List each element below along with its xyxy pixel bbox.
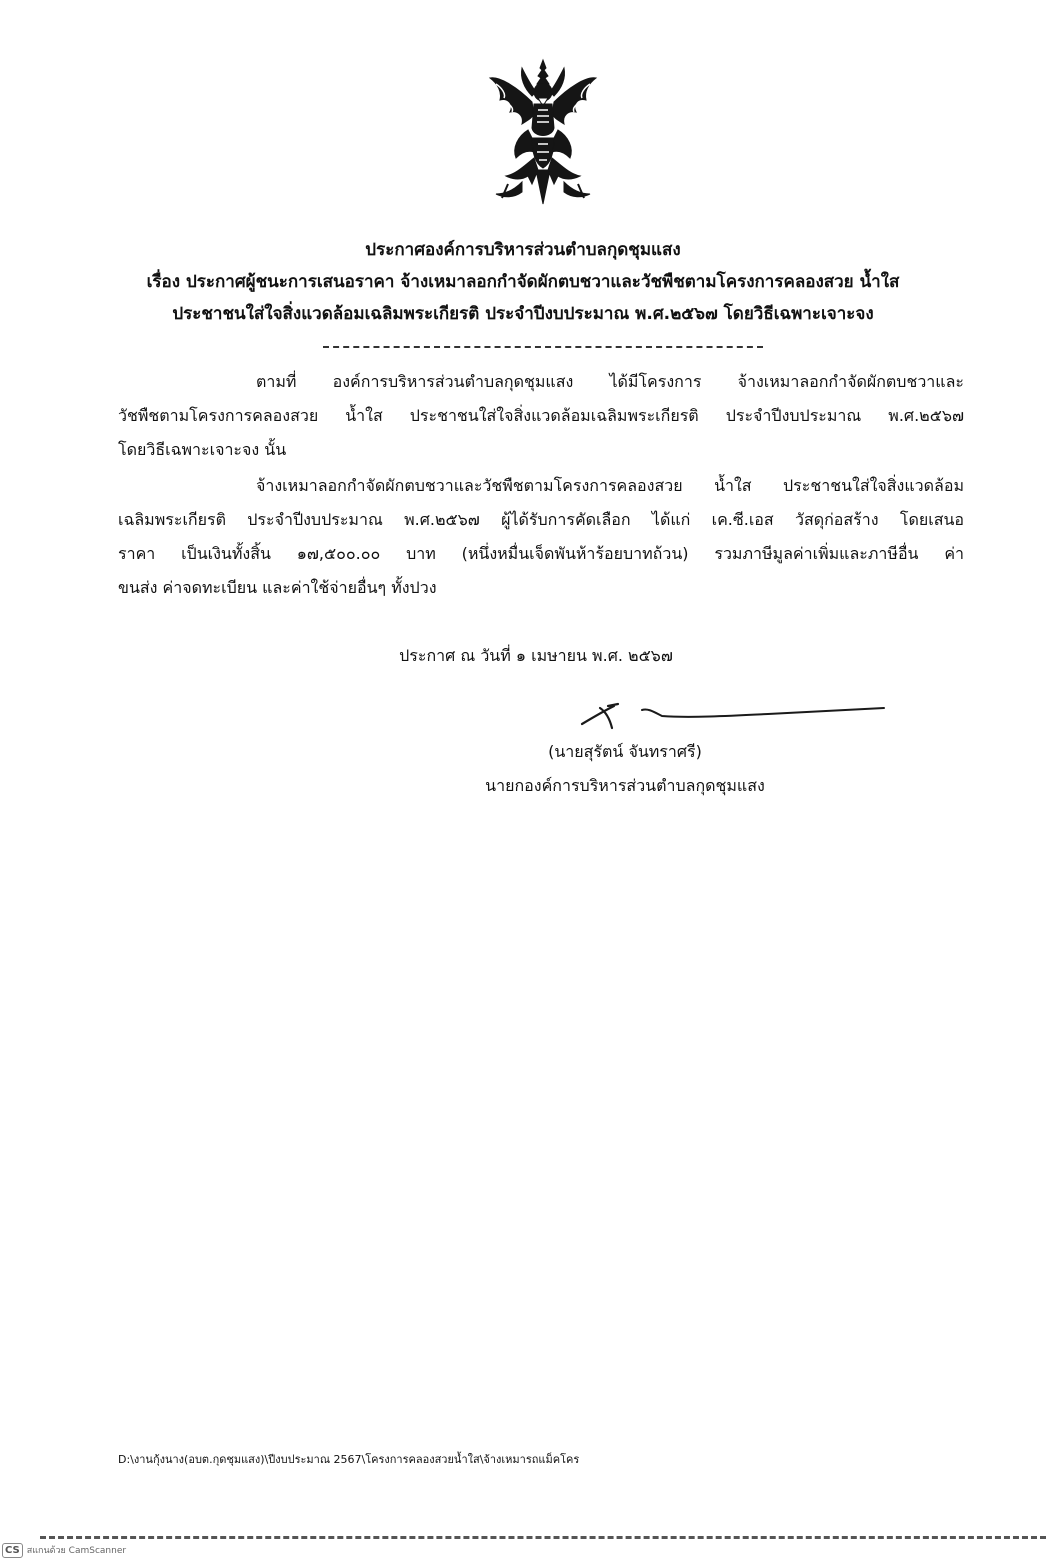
announcement-date: ประกาศ ณ วันที่ ๑ เมษายน พ.ศ. ๒๕๖๗	[399, 646, 673, 665]
scanner-watermark	[2, 1543, 126, 1558]
paragraph-2-line-3: ราคา เป็นเงินทั้งสิ้น ๑๗,๕๐๐.๐๐ บาท (หนึ่งหมื่นเจ็ดพันห้าร้อยบาทถ้วน) รวมภาษีมูลค่าเพิ่มและภาษีอื่น ค่า	[118, 544, 964, 563]
paragraph-1-line-1: ตามที่ องค์การบริหารส่วนตำบลกุดชุมแสง ได้มีโครงการ จ้างเหมาลอกกำจัดผักตบชวาและ	[256, 372, 964, 391]
paragraph-2-line-2: เฉลิมพระเกียรติ ประจำปีงบประมาณ พ.ศ.๒๕๖๗ ผู้ได้รับการคัดเลือก ได้แก่ เค.ซี.เอส วัสดุก่อสร้าง โดยเสนอ	[118, 510, 964, 529]
scan-edge-line	[40, 1536, 1046, 1539]
scanner-watermark-text: สแกนด้วย CamScanner	[26, 1545, 127, 1556]
signer-position: นายกองค์การบริหารส่วนตำบลกุดชุมแสง	[485, 776, 765, 795]
paragraph-2-line-1: จ้างเหมาลอกกำจัดผักตบชวาและวัชพืชตามโครงการคลองสวย น้ำใส ประชาชนใส่ใจสิ่งแวดล้อม	[256, 476, 964, 495]
signer-name: (นายสุรัตน์ จันทราศรี)	[548, 742, 702, 761]
garuda-emblem-icon	[488, 58, 598, 208]
paragraph-2-line-4: ขนส่ง ค่าจดทะเบียน และค่าใช้จ่ายอื่นๆ ทั้งปวง	[118, 578, 437, 597]
title-divider	[323, 346, 763, 348]
announcement-subject-line-1: เรื่อง ประกาศผู้ชนะการเสนอราคา จ้างเหมาลอกกำจัดผักตบชวาและวัชพืชตามโครงการคลองสวย น้ำใส	[146, 272, 900, 292]
camscanner-logo-icon: CS	[2, 1543, 23, 1558]
announcement-title: ประกาศองค์การบริหารส่วนตำบลกุดชุมแสง	[365, 240, 681, 260]
announcement-subject-line-2: ประชาชนใส่ใจสิ่งแวดล้อมเฉลิมพระเกียรติ ประจำปีงบประมาณ พ.ศ.๒๕๖๗ โดยวิธีเฉพาะเจาะจง	[172, 304, 874, 324]
paragraph-1-line-3: โดยวิธีเฉพาะเจาะจง นั้น	[118, 440, 287, 459]
file-path-footer: D:\งานกุ้งนาง(อบต.กุดชุมแสง)\ปีงบประมาณ 2567\โครงการคลองสวยน้ำใส\จ้างเหมารถแม็คโคร	[118, 1453, 580, 1466]
handwritten-signature	[578, 698, 888, 734]
paragraph-1-line-2: วัชพืชตามโครงการคลองสวย น้ำใส ประชาชนใส่ใจสิ่งแวดล้อมเฉลิมพระเกียรติ ประจำปีงบประมาณ พ.ศ.๒๕๖๗	[118, 406, 964, 425]
